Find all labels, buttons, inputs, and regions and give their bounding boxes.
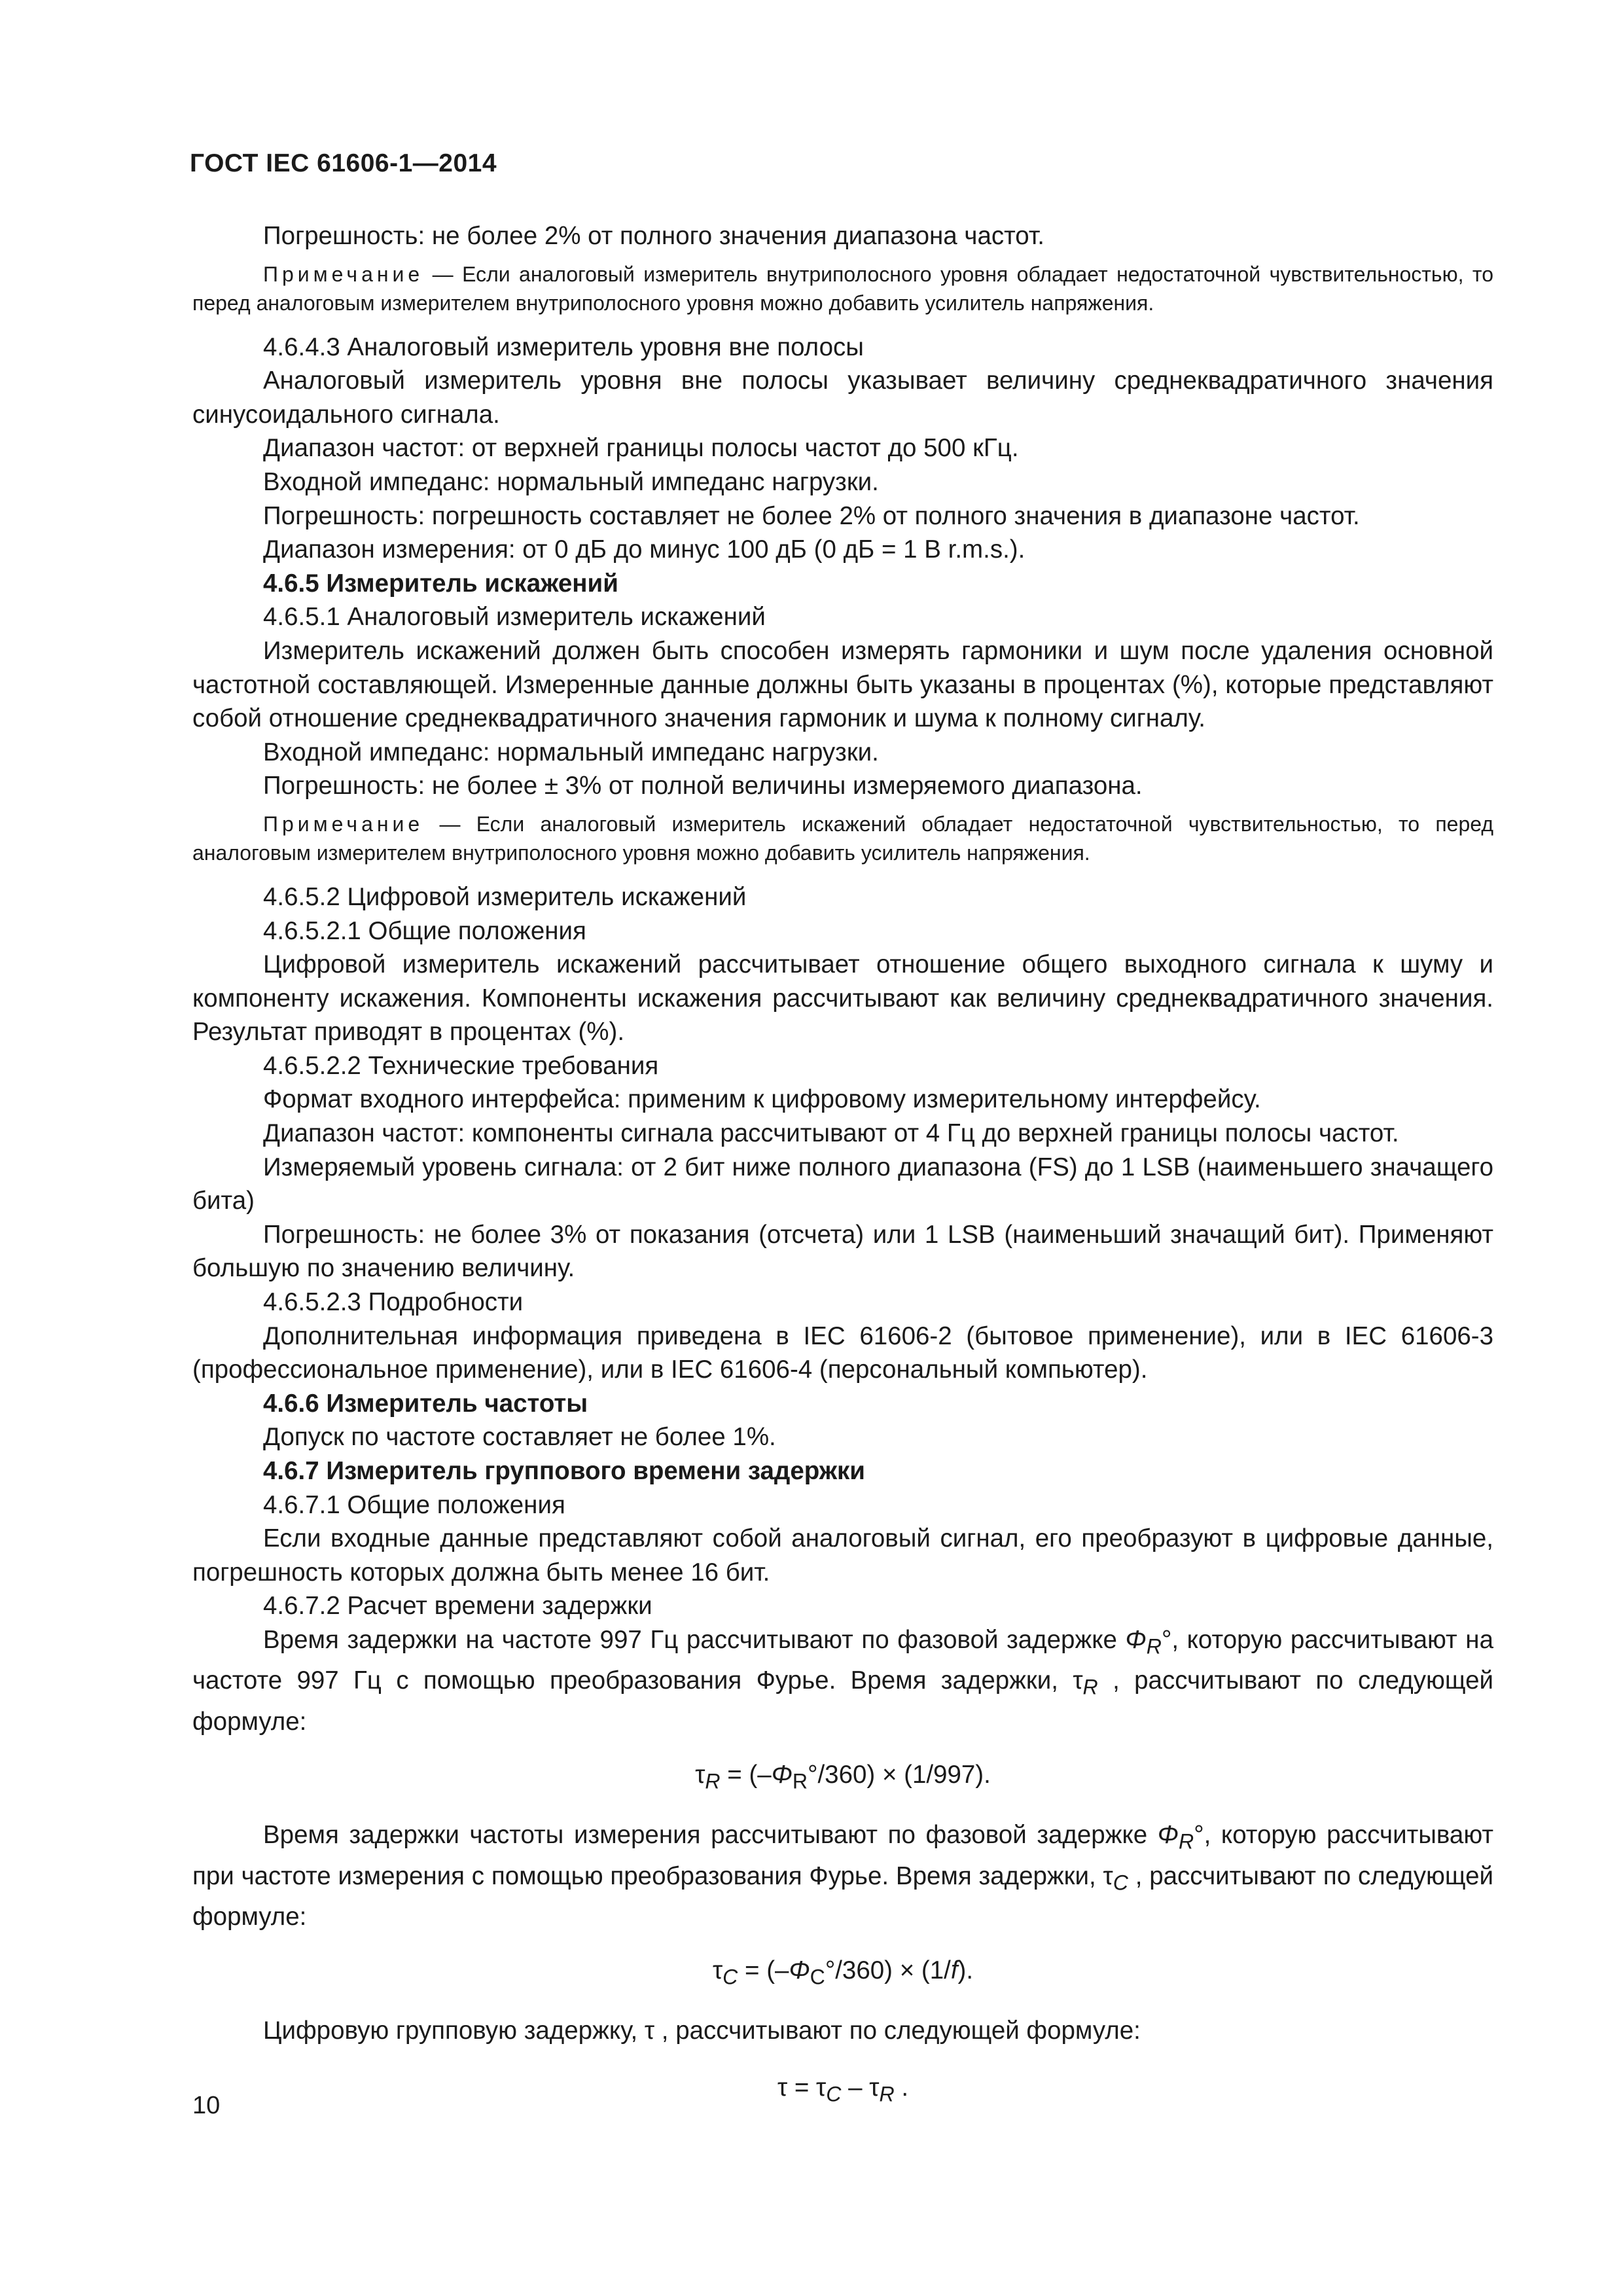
section-4-6-5-2-1-title: 4.6.5.2.1 Общие положения	[263, 916, 586, 945]
note-label: Примечание	[263, 812, 424, 836]
formula-tau-c: $\tau_C = (-\Phi_C^\circ/360) \times (1/f)$.	[712, 1956, 974, 1989]
section-4-6-5-2-3-title: 4.6.5.2.3 Подробности	[263, 1288, 524, 1317]
paragraph: Погрешность: не более 2% от полного значения диапазона частот.	[263, 222, 1044, 250]
page-number: 10	[192, 2092, 221, 2119]
paragraph: Погрешность: не более 3% от показания (отсчета) или 1 LSB (наименьший значащий бит). Применяют большую по значению величину.	[192, 1220, 1493, 1283]
paragraph: Дополнительная информация приведена в IEC 61606-2 (бытовое применение), или в IEC 61606-3 (профессиональное применение), или в IEC 61606-4 (персональный компьютер).	[192, 1321, 1493, 1384]
paragraph: Допуск по частоте составляет не более 1%.	[263, 1423, 776, 1452]
note-label: Примечание	[263, 262, 424, 286]
section-4-6-7-heading: 4.6.7 Измеритель группового времени задержки	[263, 1457, 865, 1485]
section-4-6-5-1-title: 4.6.5.1 Аналоговый измеритель искажений	[263, 603, 766, 632]
paragraph: Цифровой измеритель искажений рассчитывает отношение общего выходного сигнала к шуму и компоненту искажения. Компоненты искажения рассчитывают как величину среднеквадратичного значения. Результат приводят в процентах (%).	[192, 950, 1493, 1047]
paragraph: Измеряемый уровень сигнала: от 2 бит ниже полного диапазона (FS) до 1 LSB (наименьшего значащего бита)	[192, 1153, 1493, 1215]
paragraph: Измеритель искажений должен быть способен измерять гармоники и шум после удаления основной частотной составляющей. Измеренные данные должны быть указаны в процентах (%), которые представляют собой отношение среднеквадратичного значения гармоник и шума к полному сигналу.	[192, 636, 1493, 733]
paragraph: Формат входного интерфейса: применим к цифровому измерительному интерфейсу.	[263, 1085, 1261, 1114]
paragraph: Погрешность: погрешность составляет не более 2% от полного значения в диапазоне частот.	[263, 501, 1360, 530]
note	[192, 810, 1493, 867]
note-text: — Если аналоговый измеритель внутриполосного уровня обладает недостаточной чувствительностью, то перед аналоговым измерителем внутриполосного уровня можно добавить усилитель напряжения.	[192, 262, 1493, 315]
formula-tau-r: $\tau_R = (-\Phi_R^\circ/360) \times (1/997)$.	[695, 1761, 991, 1793]
paragraph: Диапазон измерения: от 0 дБ до минус 100 дБ (0 дБ = 1 В r.m.s.).	[263, 535, 1026, 564]
paragraph: Цифровую групповую задержку, τ , рассчитывают по следующей формуле:	[263, 2016, 1141, 2045]
paragraph: Если входные данные представляют собой аналоговый сигнал, его преобразуют в цифровые данные, погрешность которых должна быть менее 16 бит.	[192, 1524, 1493, 1587]
paragraph: Диапазон частот: компоненты сигнала рассчитывают от 4 Гц до верхней границы полосы частот.	[263, 1119, 1399, 1148]
paragraph: Время задержки частоты измерения рассчитывают по фазовой задержке $\Phi_R^\circ$, которую рассчитывают при частоте измерения с помощью преобразования Фурье. Время задержки, $\tau_C$ , рассчитывают по следующей формуле:	[192, 1821, 1493, 1931]
document-header: ГОСТ IEC 61606-1—2014	[190, 149, 497, 177]
section-4-6-5-2-2-title: 4.6.5.2.2 Технические требования	[263, 1051, 659, 1080]
paragraph: Входной импеданс: нормальный импеданс нагрузки.	[263, 467, 879, 496]
note-text: — Если аналоговый измеритель искажений обладает недостаточной чувствительностью, то перед аналоговым измерителем внутриполосного уровня можно добавить усилитель напряжения.	[192, 812, 1493, 865]
note	[192, 260, 1493, 317]
paragraph: Аналоговый измеритель уровня вне полосы указывает величину среднеквадратичного значения синусоидального сигнала.	[192, 367, 1493, 429]
section-4-6-7-1-title: 4.6.7.1 Общие положения	[263, 1490, 565, 1519]
section-4-6-7-2-title: 4.6.7.2 Расчет времени задержки	[263, 1592, 652, 1621]
section-4-6-5-heading: 4.6.5 Измеритель искажений	[263, 569, 618, 598]
section-4-6-5-2-title: 4.6.5.2 Цифровой измеритель искажений	[263, 882, 747, 911]
paragraph: Погрешность: не более ± 3% от полной величины измеряемого диапазона.	[263, 772, 1143, 800]
paragraph: Время задержки на частоте 997 Гц рассчитывают по фазовой задержке $\Phi_R^\circ$, которую рассчитывают на частоте 997 Гц с помощью преобразования Фурье. Время задержки, $\tau_R$ , рассчитывают по следующей формуле:	[192, 1625, 1493, 1736]
document-body	[192, 219, 1493, 2132]
paragraph: Входной импеданс: нормальный импеданс нагрузки.	[263, 738, 879, 766]
section-4-6-6-heading: 4.6.6 Измеритель частоты	[263, 1389, 588, 1418]
formula-tau: $\tau = \tau_C - \tau_R$ .	[777, 2073, 909, 2107]
paragraph: Диапазон частот: от верхней границы полосы частот до 500 кГц.	[263, 434, 1019, 463]
section-4-6-4-3-title: 4.6.4.3 Аналоговый измеритель уровня вне полосы	[263, 332, 864, 361]
